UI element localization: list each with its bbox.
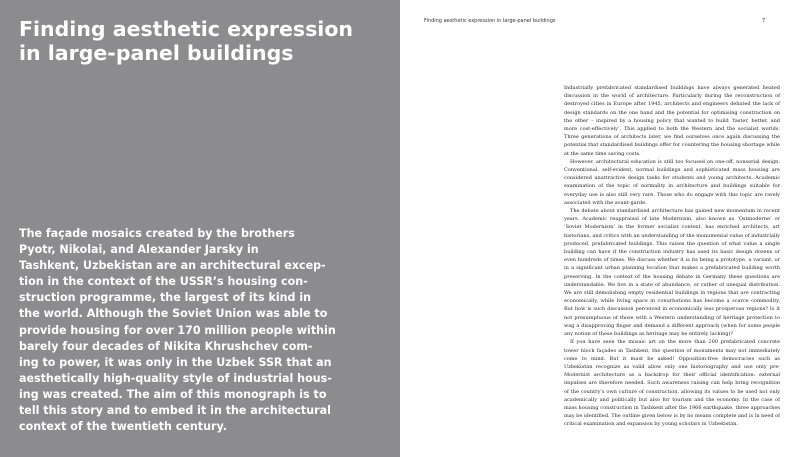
- intro-line: ing to power, it was only in the Uzbek SSR that an: [19, 355, 332, 369]
- intro-line: the world. Although the Soviet Union was able to: [19, 307, 328, 321]
- intro-line: context of the twentieth century.: [19, 420, 227, 434]
- running-head: Finding aesthetic expression in large-panel buildings: [424, 18, 556, 24]
- intro-line: provide housing for over 170 million people within: [19, 323, 336, 337]
- intro-line: struction programme, the largest of its kind in: [19, 291, 312, 305]
- right-page: [400, 0, 800, 457]
- body-paragraph: However, architectural education is still too focused on one-off, nonserial design. Conventional, self-evident, normal buildings and sophisticated mass housing are considered unattractive design tasks for students and young architects. Academic examination of the topic of normality in architecture and buildings suitable for everyday use is also still very rare. Those who do engage with this topic are rarely associated with the avant-garde.: [564, 158, 780, 206]
- title-line: in large-panel buildings: [19, 41, 294, 65]
- intro-line: Tashkent, Uzbekistan are an architectural excep-: [19, 259, 326, 273]
- intro-line: tion in the context of the USSR’s housing con-: [19, 275, 308, 289]
- intro-line: ing was created. The aim of this monograph is to: [19, 387, 327, 401]
- title-line: Finding aesthetic expression: [19, 17, 354, 41]
- intro-line: Pyotr, Nikolai, and Alexander Jarsky in: [19, 243, 259, 257]
- intro-line: tell this story and to embed it in the architectural: [19, 404, 331, 418]
- intro-line: aesthetically high-quality style of industrial hous-: [19, 371, 332, 385]
- body-paragraph: The debate about standardised architecture has gained new momentum in recent years. Academic reappraisal of late Modernism, also known as ‘Ostmoderne’ or ‘Soviet Modernism’ in the former socialist context, has enriched architects, art historians, and critics with an understanding of the monumental value of industrially produced, prefabricated buildings. This raises the question of what value a single building can have if the construction industry has used its basic design dozens or even hundreds of times. We discuss whether it is its being a prototype, a variant, or in a significant urban planning location that makes a prefabricated building worth preserving. In the context of the housing debate in Germany these questions are understandable. We live in a state of abundance, or rather of unequal distribution. We are still demolishing empty residential buildings in regions that are contracting economically, while living space in conurbations has become a scarce commodity. But how is such discussion perceived in economically less prosperous regions? Is it not presumptuous of those with a Western understanding of heritage protection to wag a disapproving finger and demand a different approach (when for some people any notion of these buildings as heritage may be entirely lacking)?: [564, 208, 780, 338]
- page-number: 7: [762, 18, 766, 24]
- body-paragraph: If you have seen the mosaic art on the more than 200 prefabricated concrete tower block façades in Tashkent, the question of monuments may not immediately come to mind. But it must be asked! Opposition-free democracies such as Uzbekistan recognize as valid allow only one historiography and use only pre-Modernist architecture as a backdrop for their official identification: external impulses are therefore needed. Such awareness raising can help bring recognition of the country’s own culture of construction, allowing its values to be used not only academically and politically but also for tourism and the economy. In the case of mass housing construction in Tashkent after the 1966 earthquake, three approaches may be identified. The outline given below is by no means complete and is in need of critical examination and expansion by young scholars in Uzbekistan.: [564, 339, 780, 428]
- body-paragraph: Industrially prefabricated standardised buildings have always generated heated discussion in the world of architecture. Particularly during the reconstruction of destroyed cities in Europe after 1945, architects and engineers debated the lack of design standards on the one hand and the potential for optimising construction on the other – inspired by a housing policy that wanted to build ‘faster, better, and more cost-effectively’. This applied to both the Western and the socialist worlds. Three generations of architects later, we find ourselves once again discussing the potential that standardised buildings offer for countering the housing shortage while at the same time saving costs.: [564, 85, 780, 157]
- chapter-title: [19, 17, 379, 65]
- intro-line: The façade mosaics created by the brothers: [19, 227, 295, 240]
- body-text: [564, 84, 780, 429]
- intro-paragraph: [19, 226, 391, 435]
- intro-line: barely four decades of Nikita Khrushchev com-: [19, 339, 313, 353]
